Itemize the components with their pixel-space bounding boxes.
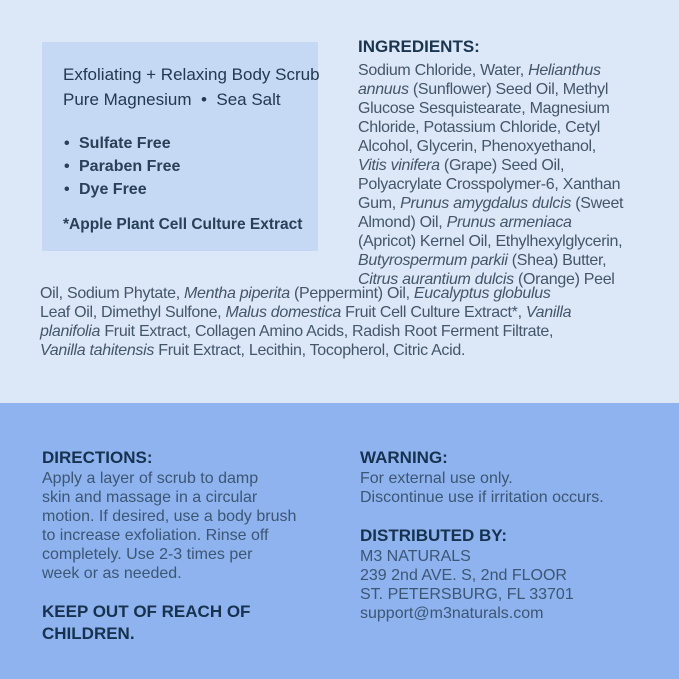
text-segment: skin and massage in a circular: [42, 489, 258, 506]
text-line: [358, 61, 674, 80]
text-line: [358, 99, 674, 118]
directions-heading: DIRECTIONS:: [42, 448, 153, 467]
text-segment: Prunus armeniaca: [446, 214, 572, 231]
text-line: [358, 118, 674, 137]
text-segment: (Apricot) Kernel Oil, Ethylhexylglycerin,: [358, 233, 623, 250]
text-line: [40, 322, 670, 341]
text-line: [358, 213, 674, 232]
text-line: [42, 564, 352, 583]
text-segment: (Shea) Butter,: [507, 252, 607, 269]
text-line: [42, 488, 352, 507]
text-segment: Fruit Extract, Lecithin, Tocopherol, Citric Acid.: [154, 342, 466, 359]
text-segment: week or as needed.: [42, 565, 182, 582]
text-line: [63, 178, 318, 201]
text-line: [42, 469, 352, 488]
ingredients-section: [358, 36, 674, 289]
text-segment: ST. PETERSBURG, FL 33701: [360, 586, 574, 603]
text-segment: Leaf Oil, Dimethyl Sulfone,: [40, 304, 226, 321]
text-segment: KEEP OUT OF REACH OF: [42, 602, 251, 621]
text-segment: Eucalyptus globulus: [413, 285, 551, 302]
text-segment: Butyrospermum parkii: [358, 252, 508, 269]
text-segment: Helianthus: [528, 62, 601, 79]
text-line: [63, 155, 318, 178]
text-segment: Discontinue use if irritation occurs.: [360, 489, 604, 506]
text-line: [360, 585, 670, 604]
text-segment: (Sunflower) Seed Oil, Methyl: [408, 81, 609, 98]
apple-extract-footnote: *Apple Plant Cell Culture Extract: [63, 216, 303, 233]
text-line: [358, 80, 674, 99]
text-line: [358, 194, 674, 213]
text-segment: support@m3naturals.com: [360, 605, 544, 622]
keep-out-of-reach-warning: [42, 601, 352, 645]
text-line: [42, 545, 352, 564]
text-line: [358, 175, 674, 194]
warning-heading: WARNING:: [360, 448, 448, 467]
text-line: [42, 526, 352, 545]
product-claims-box: [42, 42, 318, 251]
text-line: [40, 341, 670, 360]
ingredients-list-continued: [40, 284, 670, 360]
text-segment: Fruit Cell Culture Extract*,: [341, 304, 526, 321]
text-segment: Polyacrylate Crosspolymer-6, Xanthan: [358, 176, 621, 193]
text-segment: completely. Use 2-3 times per: [42, 546, 253, 563]
text-line: [360, 604, 670, 623]
text-line: [40, 303, 670, 322]
text-line: [40, 284, 670, 303]
text-segment: Alcohol, Glycerin, Phenoxyethanol,: [358, 138, 596, 155]
warning-text: [360, 469, 670, 507]
text-segment: CHILDREN.: [42, 624, 135, 643]
text-line: [360, 469, 670, 488]
text-segment: (Sweet: [571, 195, 624, 212]
text-segment: Prunus amygdalus dulcis: [400, 195, 572, 212]
text-segment: Vanilla: [525, 304, 572, 321]
product-subtitle: Pure Magnesium • Sea Salt: [63, 90, 281, 109]
warning-distributor-column: [360, 447, 670, 623]
text-segment: M3 NATURALS: [360, 548, 471, 565]
text-segment: Paraben Free: [79, 158, 181, 175]
distributor-address: [360, 547, 670, 623]
ingredients-list-column: [358, 61, 674, 289]
text-segment: Almond) Oil,: [358, 214, 447, 231]
product-title: Exfoliating + Relaxing Body Scrub: [63, 65, 320, 84]
text-segment: Vitis vinifera: [358, 157, 440, 174]
text-segment: Gum,: [358, 195, 401, 212]
claims-list: [63, 132, 318, 201]
text-segment: (Orange) Peel: [513, 271, 615, 288]
text-segment: For external use only.: [360, 470, 513, 487]
distributed-by-heading: DISTRIBUTED BY:: [360, 526, 508, 545]
text-line: [42, 601, 352, 623]
text-line: [358, 232, 674, 251]
text-line: [358, 137, 674, 156]
text-segment: planifolia: [40, 323, 101, 340]
text-segment: 239 2nd AVE. S, 2nd FLOOR: [360, 567, 567, 584]
directions-text: [42, 469, 352, 583]
directions-column: [42, 447, 352, 645]
text-segment: motion. If desired, use a body brush: [42, 508, 297, 525]
usage-section: [0, 403, 679, 679]
text-segment: Apply a layer of scrub to damp: [42, 470, 259, 487]
text-segment: Citrus aurantium dulcis: [358, 271, 514, 288]
text-segment: Glucose Sesquistearate, Magnesium: [358, 100, 610, 117]
text-segment: Vanilla tahitensis: [40, 342, 155, 359]
text-segment: to increase exfoliation. Rinse off: [42, 527, 269, 544]
text-segment: Dye Free: [79, 181, 147, 198]
text-line: [360, 488, 670, 507]
text-segment: Malus domestica: [225, 304, 342, 321]
text-segment: (Peppermint) Oil,: [289, 285, 414, 302]
text-segment: Fruit Extract, Collagen Amino Acids, Radish Root Ferment Filtrate,: [100, 323, 554, 340]
ingredients-heading: INGREDIENTS:: [358, 37, 480, 56]
text-segment: Sodium Chloride, Water,: [358, 62, 529, 79]
text-line: [42, 623, 352, 645]
text-line: [360, 566, 670, 585]
text-segment: Chloride, Potassium Chloride, Cetyl: [358, 119, 601, 136]
text-line: [42, 507, 352, 526]
text-segment: annuus: [358, 81, 409, 98]
text-line: [358, 156, 674, 175]
text-line: [360, 547, 670, 566]
text-segment: Sulfate Free: [79, 135, 171, 152]
text-segment: (Grape) Seed Oil,: [439, 157, 565, 174]
text-segment: Mentha piperita: [184, 285, 290, 302]
text-line: [63, 132, 318, 155]
text-line: [358, 251, 674, 270]
text-segment: Oil, Sodium Phytate,: [40, 285, 184, 302]
